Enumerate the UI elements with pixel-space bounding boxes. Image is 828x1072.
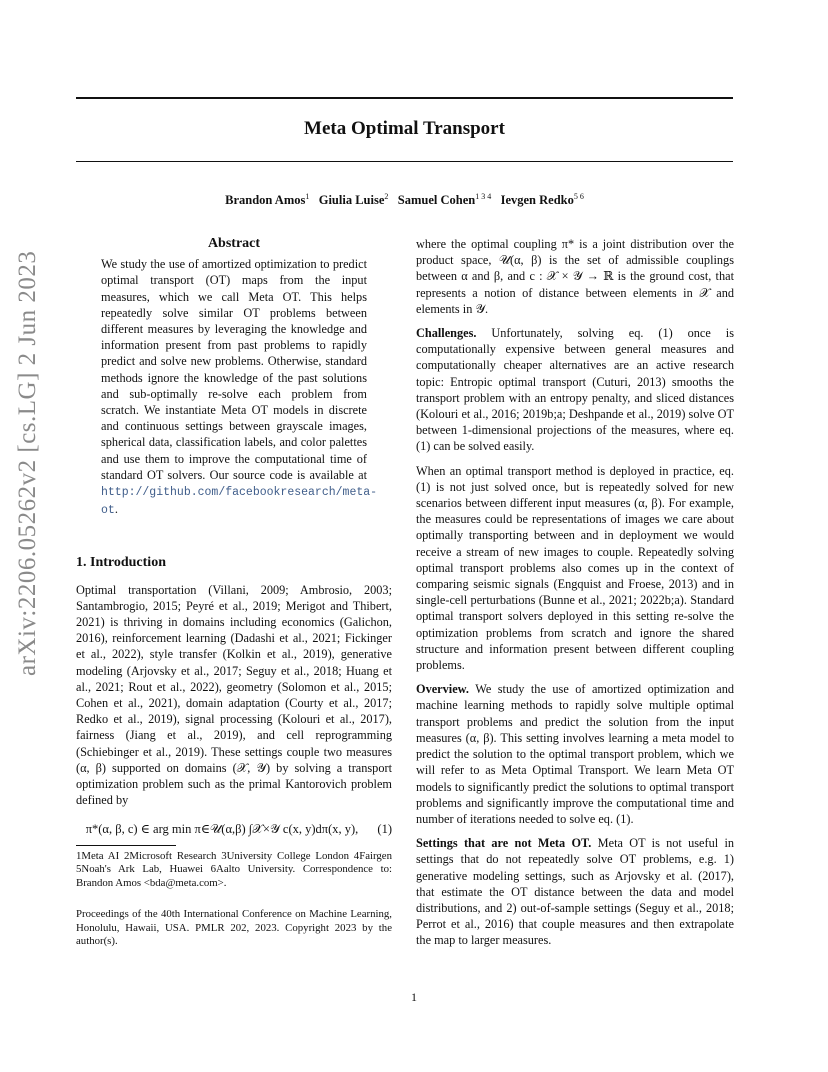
- footnote-rule: [76, 845, 176, 846]
- equation-body: π*(α, β, c) ∈ arg min π∈𝒰(α,β) ∫𝒳×𝒴 c(x, y)dπ(x, y),: [85, 821, 359, 836]
- author-name: Samuel Cohen: [397, 193, 476, 208]
- equation-1: [76, 821, 392, 837]
- source-code-link[interactable]: http://github.com/facebookresearch/meta-ot: [101, 486, 378, 518]
- abstract-heading: Abstract: [207, 236, 261, 251]
- paper-title: Meta Optimal Transport: [304, 118, 505, 139]
- coupling-paragraph: where the optimal coupling π* is a joint distribution over the product space, 𝒰(α, β) is the set of admissible couplings between α and β, and c : 𝒳 × 𝒴 → ℝ is the ground cost, that represents a notion of distance between elements in 𝒳 and elements in 𝒴.: [416, 237, 734, 316]
- proceedings-note: Proceedings of the 40th International Conference on Machine Learning, Honolulu, Hawaii, USA. PMLR 202, 2023. Copyright 2023 by the author(s).: [76, 908, 392, 948]
- introduction-paragraph: Optimal transportation (Villani, 2009; Ambrosio, 2003; Santambrogio, 2015; Peyré et al., 2019; Merigot and Thibert, 2021) is thriving in domains including economics (Galichon, 2016), reinforcement learning (Dadashi et al., 2021; Fickinger et al., 2022), style transfer (Kolkin et al., 2019), generative modeling (Arjovsky et al., 2017; Seguy et al., 2018; Huang et al., 2021; Rout et al., 2022), geometry (Solomon et al., 2015; Cohen et al., 2021), domain adaptation (Courty et al., 2017; Redko et al., 2019), signal processing (Kolouri et al., 2017), fairness (Jiang et al., 2019), and cell reprogramming (Schiebinger et al., 2019). These settings couple two measures (α, β) supported on domains (𝒳, 𝒴) by solving a transport optimization problem such as the primal Kantorovich problem defined by: [76, 582, 392, 808]
- challenges-text: Unfortunately, solving eq. (1) once is computationally expensive between general measures and computationally cheaper alternatives are an active research topic: Entropic optimal transport (Cuturi, 2013) smooths the transport problem with an entropy penalty, and sliced distances (Kolouri et al., 2016; 2019b;a; Deshpande et al., 2019) solve OT between 1-dimensional projections of the measures, where eq. (1) can be solved easily.: [416, 326, 734, 454]
- settings-text: Meta OT is not useful in settings that do not repeatedly solve OT problems, e.g. 1) generative modeling settings, such as Arjovsky et al. (2017), that estimate the OT distance between the data and model distributions, and 2) out-of-sample settings (Seguy et al., 2018; Perrot et al., 2016) that couple measures and then extrapolate the map to larger measures.: [416, 836, 735, 948]
- section-heading-introduction: 1. Introduction: [76, 555, 166, 571]
- author-affiliation: 1: [305, 192, 310, 201]
- settings-label: Settings that are not Meta OT.: [416, 836, 592, 851]
- deployment-paragraph: When an optimal transport method is deployed in practice, eq. (1) is not just solved once, but is repeatedly solved for new scenarios between different input measures (α, β). For example, the measures could be representations of images we care about optimally transporting between and in deployment we would receive a stream of new images to couple. Repeatedly solving optimal transport problems also comes up in the context of comparing seismic signals (Engquist and Froese, 2013) and in single-cell perturbations (Bunne et al., 2021; 2022b;a). Standard optimal transport solvers deployed in this setting re-solve the optimization problems from scratch and ignore the shared structure and information present between different coupling problems.: [416, 463, 734, 673]
- abstract-text: We study the use of amortized optimization to predict optimal transport (OT) maps from the input measures, which we call Meta OT. This helps repeatedly solve similar OT problems between different measures by leveraging the knowledge and information present from past problems to rapidly predict and solve new problems. Otherwise, standard methods ignore the knowledge of the past solutions and sub-optimally re-solve each problem from scratch. We instantiate Meta OT models in discrete and continuous settings between grayscale images, spherical data, classification labels, and color palettes and use them to improve the computational time of standard OT solvers. Our source code is available at: [101, 257, 367, 482]
- affiliations-footnote: 1Meta AI 2Microsoft Research 3University College London 4Fairgen 5Noah's Ark Lab, Huawei 6Aalto University. Correspondence to: Brandon Amos <bda@meta.com>.: [76, 849, 392, 889]
- title-top-rule: [76, 97, 733, 99]
- overview-text: We study the use of amortized optimization and machine learning methods to rapidly solve multiple optimal transport problems and predict the solution from the input measures (α, β). This setting involves learning a meta model to predict the solution to the optimal transport problem, which we will refer to as Meta Optimal Transport. We learn Meta OT models to significantly predict the solutions to optimal transport problems and significantly improve the computational time and number of iterations needed to solve eq. (1).: [416, 682, 734, 826]
- challenges-label: Challenges.: [416, 326, 477, 341]
- author-list: [76, 192, 733, 208]
- author-name: Brandon Amos: [225, 193, 306, 208]
- left-column: [76, 236, 392, 949]
- challenges-paragraph: [416, 325, 734, 455]
- settings-paragraph: [416, 835, 734, 948]
- author-affiliation: 2: [384, 192, 389, 201]
- author-affiliation: 1 3 4: [475, 192, 492, 201]
- title-bottom-rule: [76, 161, 733, 162]
- author-name: Giulia Luise: [318, 193, 385, 208]
- equation-number: (1): [377, 821, 392, 836]
- author-affiliation: 5 6: [573, 192, 584, 201]
- overview-paragraph: [416, 681, 734, 827]
- abstract-end: .: [114, 502, 118, 517]
- abstract-body: [101, 256, 378, 519]
- page-number: 1: [411, 990, 417, 1004]
- right-column: [416, 236, 734, 957]
- arxiv-watermark: arXiv:2206.05262v2 [cs.LG] 2 Jun 2023: [14, 250, 41, 676]
- author-name: Ievgen Redko: [500, 193, 574, 208]
- overview-label: Overview.: [416, 682, 469, 697]
